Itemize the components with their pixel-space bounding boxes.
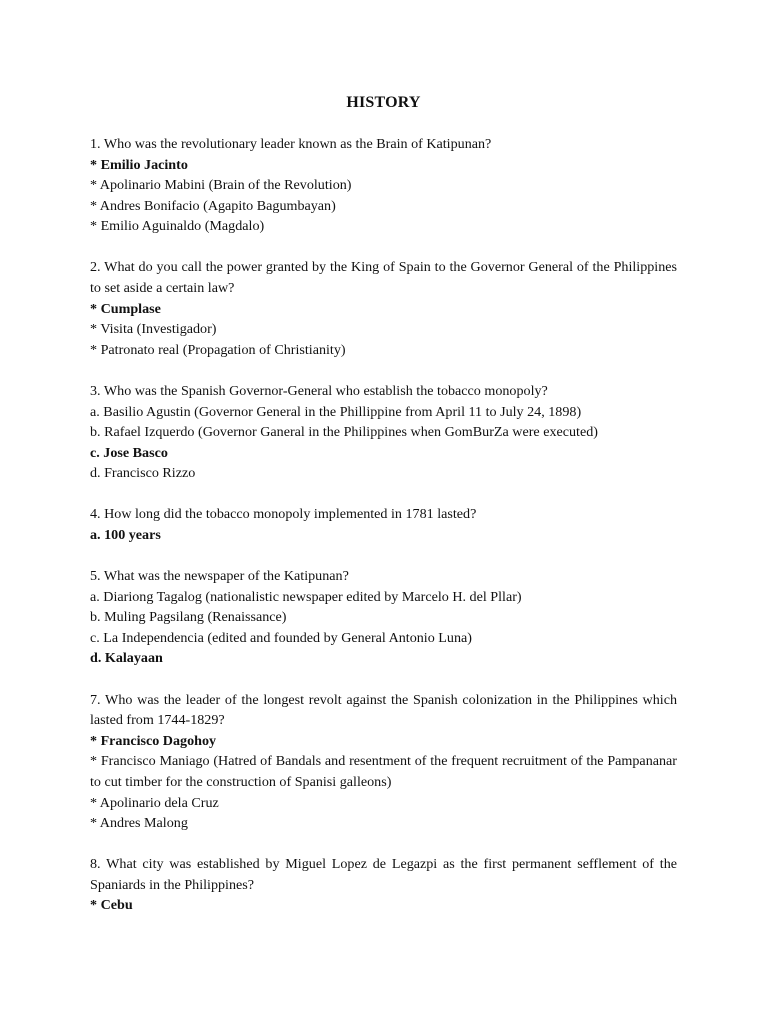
answer-option: * Emilio Aguinaldo (Magdalo) xyxy=(90,218,265,235)
answer-option: d. Francisco Rizzo xyxy=(90,465,196,482)
answer-option: * Visita (Investigador) xyxy=(90,321,217,338)
answer-option: * Francisco Dagohoy xyxy=(90,732,217,749)
answer-option: a. 100 years xyxy=(90,527,161,543)
question-text: 3. Who was the Spanish Governor-General who establish the tobacco monopoly? xyxy=(90,382,548,399)
question-4 xyxy=(90,504,677,545)
question-text: 2. What do you call the power granted by the King of Spain to the Governor General of the Philippines to set aside a certain law? xyxy=(90,259,677,297)
answer-option: b. Muling Pagsilang (Renaissance) xyxy=(90,609,287,626)
question-text: 5. What was the newspaper of the Katipunan? xyxy=(90,568,349,585)
answer-option: * Francisco Maniago (Hatred of Bandals and resentment of the frequent recruitment of the Pampananar to cut timber for the construction of Spanisi galleons) xyxy=(90,753,677,790)
question-7 xyxy=(90,690,677,834)
answer-option: * Cebu xyxy=(90,897,133,914)
question-text: 1. Who was the revolutionary leader known as the Brain of Katipunan? xyxy=(90,136,492,152)
answer-option: * Andres Malong xyxy=(90,815,188,832)
question-8 xyxy=(90,854,677,916)
question-1 xyxy=(90,134,677,237)
answer-option: b. Rafael Izquerdo (Governor Ganeral in the Philippines when GomBurZa were executed) xyxy=(90,424,598,441)
question-2 xyxy=(90,257,677,360)
answer-option: c. La Independencia (edited and founded by General Antonio Luna) xyxy=(90,629,472,646)
answer-option: a. Diariong Tagalog (nationalistic newspaper edited by Marcelo H. del Pllar) xyxy=(90,588,522,605)
document-page xyxy=(90,93,677,937)
answer-option: a. Basilio Agustin (Governor General in the Phillippine from April 11 to July 24, 1898) xyxy=(90,403,582,420)
question-3 xyxy=(90,381,677,484)
question-text: 7. Who was the leader of the longest revolt against the Spanish colonization in the Philippines which lasted from 1744-1829? xyxy=(90,691,677,729)
answer-option: * Apolinario dela Cruz xyxy=(90,794,219,811)
page-title: HISTORY xyxy=(346,94,421,111)
answer-option: * Patronato real (Propagation of Christianity) xyxy=(90,341,346,358)
answer-option: c. Jose Basco xyxy=(90,444,168,461)
question-5 xyxy=(90,566,677,669)
answer-option: * Cumplase xyxy=(90,300,161,317)
answer-option: * Emilio Jacinto xyxy=(90,156,188,173)
question-text: 4. How long did the tobacco monopoly implemented in 1781 lasted? xyxy=(90,506,477,523)
answer-option: * Andres Bonifacio (Agapito Bagumbayan) xyxy=(90,197,336,214)
question-text: 8. What city was established by Miguel Lopez de Legazpi as the first permanent sefflement of the Spaniards in the Philippines? xyxy=(90,856,677,893)
answer-option: * Apolinario Mabini (Brain of the Revolution) xyxy=(90,177,352,194)
answer-option: d. Kalayaan xyxy=(90,650,163,667)
